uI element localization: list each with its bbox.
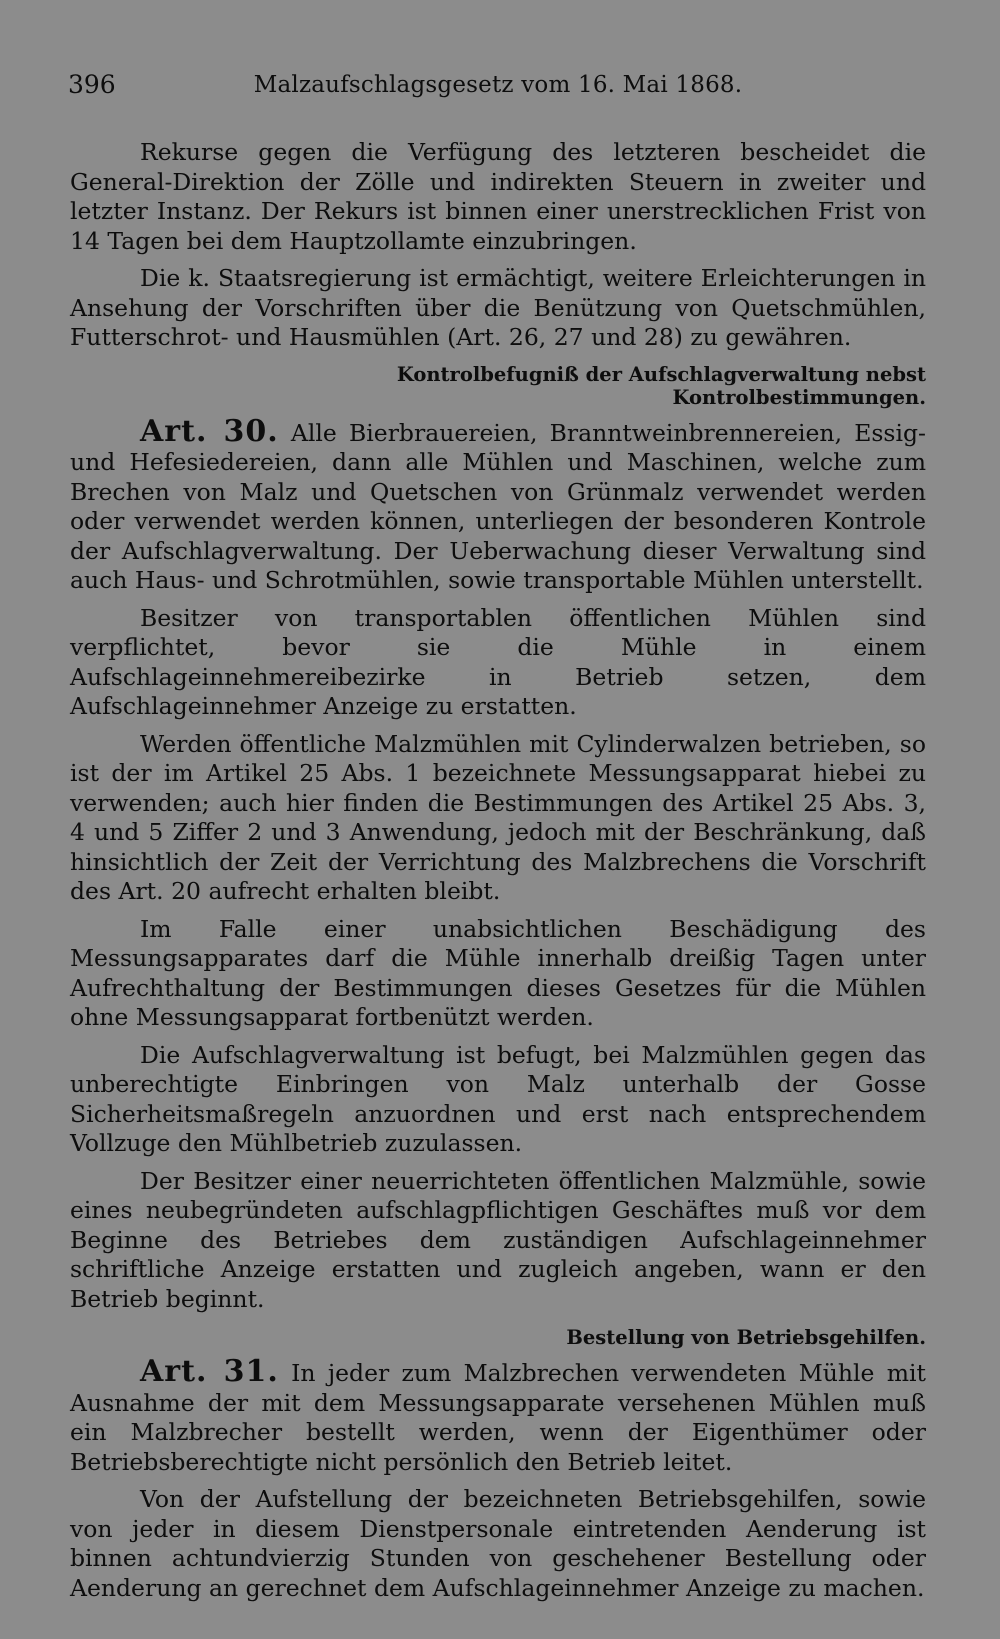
paragraph-5: Im Falle einer unabsichtlichen Beschädigung des Messungsapparates darf die Mühle innerhalb dreißig Tagen unter Aufrechthaltung der Bestimmungen dieses Gesetzes für die Mühlen ohne Messungsapparat fortbenützt werden. (70, 914, 926, 1031)
page-number: 396 (68, 70, 116, 99)
paragraph-1: Rekurse gegen die Verfügung des letzteren bescheidet die General-Direktion der Zölle und indirekten Steuern in zweiter und letzter Instanz. Der Rekurs ist binnen einer unerstrecklichen Frist von 14 Tagen bei dem Hauptzollamte einzubringen. (70, 138, 926, 255)
section-heading-kontrolbefugniss: Kontrolbefugniß der Aufschlagverwaltung nebst Kontrolbestimmungen. (396, 362, 926, 409)
paragraph-8: Von der Aufstellung der bezeichneten Betriebsgehilfen, sowie von jeder in diesem Dienstpersonale eintretenden Aenderung ist binnen achtundvierzig Stunden von geschehener Bestellung oder Aenderung an gerechnet dem Aufschlageinnehmer Anzeige zu machen. (70, 1485, 926, 1602)
page-header (68, 70, 928, 106)
paragraph-3: Besitzer von transportablen öffentlichen Mühlen sind verpflichtet, bevor sie die Mühle in einem Aufschlageinnehmereibezirke in Betrieb setzen, dem Aufschlageinnehmer Anzeige zu erstatten. (70, 603, 926, 720)
article-30 (70, 413, 926, 596)
section-heading-betriebsgehilfen: Bestellung von Betriebsgehilfen. (566, 1326, 926, 1349)
article-31-label: Art. 31. (140, 1354, 279, 1389)
article-31-text: In jeder zum Malzbrechen verwendeten Mühle mit Ausnahme der mit dem Messungsapparate versehenen Mühlen muß ein Malzbrecher bestellt werden, wenn der Eigenthümer oder Betriebsberechtigte nicht persönlich den Betrieb leitet. (70, 1359, 926, 1476)
paragraph-4: Werden öffentliche Malzmühlen mit Cylinderwalzen betrieben, so ist der im Artikel 25 Abs. 1 bezeichnete Messungsapparat hiebei zu verwenden; auch hier finden die Bestimmungen des Artikel 25 Abs. 3, 4 und 5 Ziffer 2 und 3 Anwendung, jedoch mit der Beschränkung, daß hinsichtlich der Zeit der Verrichtung des Malzbrechens die Vorschrift des Art. 20 aufrecht erhalten bleibt. (70, 729, 926, 905)
paragraph-2: Die k. Staatsregierung ist ermächtigt, weitere Erleichterungen in Ansehung der Vorschriften über die Benützung von Quetschmühlen, Futterschrot- und Hausmühlen (Art. 26, 27 und 28) zu gewähren. (70, 264, 926, 351)
article-30-text: Alle Bierbrauereien, Branntweinbrennereien, Essig- und Hefesiedereien, dann alle Mühlen und Maschinen, welche zum Brechen von Malz und Quetschen von Grünmalz verwendet werden oder verwendet werden können, unterliegen der besonderen Kontrole der Aufschlagverwaltung. Der Ueberwachung dieser Verwaltung sind auch Haus- und Schrotmühlen, sowie transportable Mühlen unterstellt. (70, 418, 926, 594)
article-30-label: Art. 30. (140, 413, 279, 449)
paragraph-7: Der Besitzer einer neuerrichteten öffentlichen Malzmühle, sowie eines neubegründeten aufschlagpflichtigen Geschäftes muß vor dem Beginne des Betriebes dem zuständigen Aufschlageinnehmer schriftliche Anzeige erstatten und zugleich angeben, wann er den Betrieb beginnt. (70, 1166, 926, 1313)
article-31 (70, 1354, 926, 1477)
paragraph-6: Die Aufschlagverwaltung ist befugt, bei Malzmühlen gegen das unberechtigte Einbringen von Malz unterhalb der Gosse Sicherheitsmaßregeln anzuordnen und erst nach entsprechendem Vollzuge den Mühlbetrieb zuzulassen. (70, 1040, 926, 1157)
body-text (70, 138, 926, 1603)
running-title: Malzaufschlagsgesetz vom 16. Mai 1868. (253, 72, 743, 98)
